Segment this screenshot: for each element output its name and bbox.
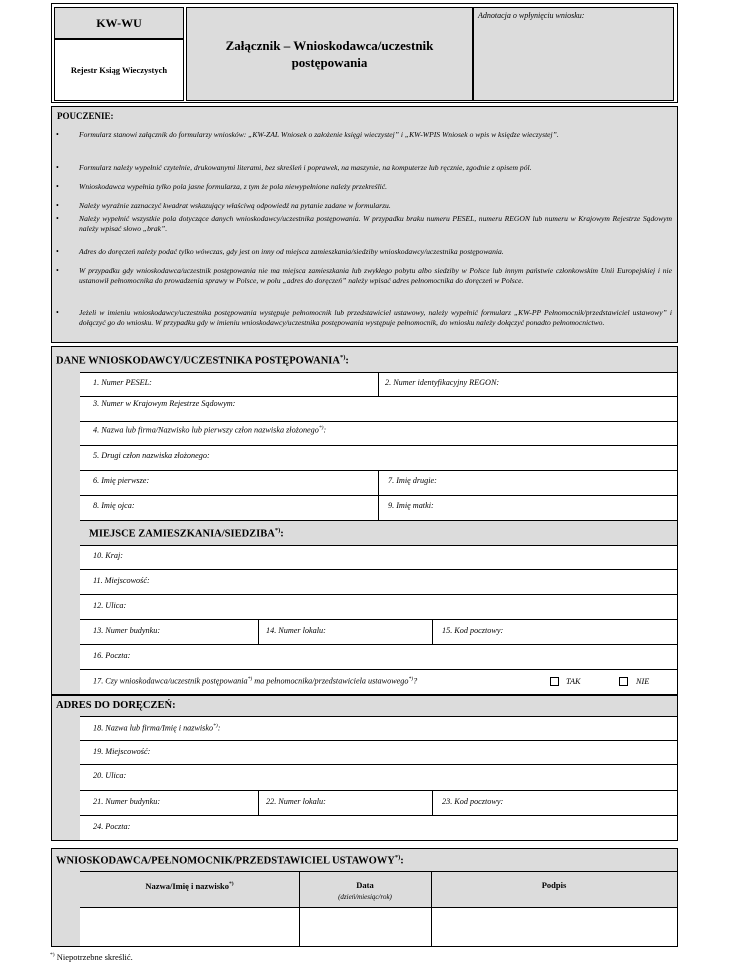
side-margin: [52, 347, 80, 694]
signature-section-title: WNIOSKODAWCA/PEŁNOMOCNIK/PRZEDSTAWICIEL USTAWOWY*):: [56, 854, 404, 867]
instruction-item: • Formularz należy wypełnić czytelnie, drukowanymi literami, bez skreśleń i poprawek, na maszynie, na komputerze lub ręcznie, zgodnie z opisem pól.: [56, 163, 532, 172]
delivery-street-field[interactable]: 20. Ulica:: [93, 771, 127, 780]
no-checkbox[interactable]: [619, 677, 628, 686]
bullet-icon: •: [56, 214, 59, 223]
apartment-number-field[interactable]: 14. Numer lokalu:: [266, 626, 326, 635]
second-surname-field[interactable]: 5. Drugi człon nazwiska złożonego:: [93, 451, 210, 460]
delivery-building-field[interactable]: 21. Numer budynku:: [93, 797, 161, 806]
bullet-icon: •: [56, 266, 59, 275]
instruction-item: • Adres do doręczeń należy podać tylko wówczas, gdy jest on inny od miejsca zamieszkania/siedziby wnioskodawcy/uczestnika postępowania.: [56, 247, 504, 256]
second-name-field[interactable]: 7. Imię drugie:: [388, 476, 437, 485]
pesel-field[interactable]: 1. Numer PESEL:: [93, 378, 152, 387]
delivery-name-field[interactable]: 18. Nazwa lub firma/Imię i nazwisko*):: [93, 723, 221, 733]
signer-name-input[interactable]: [81, 908, 298, 945]
date-format-hint: (dzień/miesiąc/rok): [338, 893, 392, 901]
form-header: [51, 3, 678, 103]
delivery-section: [51, 695, 678, 841]
no-label: NIE: [636, 677, 650, 686]
form-code: KW-WU: [54, 7, 184, 39]
delivery-post-office-field[interactable]: 24. Poczta:: [93, 822, 131, 831]
signature-column-header: Podpis: [541, 880, 567, 890]
yes-label: TAK: [566, 677, 581, 686]
instruction-item: • Należy wypełnić wszystkie pola dotyczące danych wnioskodawcy/uczestnika postępowania. W przypadku braku numeru PESEL, numeru REGON lub numeru w Krajowym Rejestrze Sądowym należy wpisać słowo „brak”.: [56, 214, 672, 233]
delivery-section-title: ADRES DO DORĘCZEŃ:: [56, 700, 176, 711]
yes-checkbox[interactable]: [550, 677, 559, 686]
bullet-icon: •: [56, 163, 59, 172]
bullet-icon: •: [56, 130, 59, 139]
first-name-field[interactable]: 6. Imię pierwsze:: [93, 476, 150, 485]
bullet-icon: •: [56, 182, 59, 191]
side-margin: [52, 696, 80, 840]
bullet-icon: •: [56, 247, 59, 256]
city-field[interactable]: 11. Miejscowość:: [93, 576, 150, 585]
instruction-item: • W przypadku gdy wnioskodawca/uczestnik postępowania nie ma miejsca zamieszkania lub zwykłego pobytu albo siedziby w Polsce lub innym państwie członkowskim Unii Europejskiej i nie ustanowił pełnomocnika do prowadzenia sprawy w Polsce, w polu „adres do doręczeń” należy wpisać adres pełnomocnika do doręczeń w Polsce.: [56, 266, 672, 285]
registry-name: Rejestr Ksiąg Wieczystych: [54, 39, 184, 101]
street-field[interactable]: 12. Ulica:: [93, 601, 127, 610]
form-title: Załącznik – Wnioskodawca/uczestnik postępowania: [186, 7, 473, 101]
country-field[interactable]: 10. Kraj:: [93, 551, 124, 560]
representative-question: 17. Czy wnioskodawca/uczestnik postępowania*) ma pełnomocnika/przedstawiciela ustawowego*)?: [93, 676, 418, 686]
signature-section: [51, 848, 678, 947]
annotation-label: Adnotacja o wpłynięciu wniosku:: [478, 11, 585, 20]
bullet-icon: •: [56, 308, 59, 317]
residence-title: MIEJSCE ZAMIESZKANIA/SIEDZIBA*):: [89, 527, 284, 540]
father-name-field[interactable]: 8. Imię ojca:: [93, 501, 135, 510]
instruction-item: • Wnioskodawca wypełnia tylko pola jasne formularza, z tym że pola niewypełnione należy przekreślić.: [56, 182, 388, 191]
applicant-section-title: DANE WNIOSKODAWCY/UCZESTNIKA POSTĘPOWANIA*):: [56, 354, 349, 367]
instruction-item: • Formularz stanowi załącznik do formularzy wniosków: „KW-ZAL Wniosek o założenie księgi wieczystej” i „KW-WPIS Wniosek o wpis w księdze wieczystej”.: [56, 130, 559, 139]
regon-field[interactable]: 2. Numer identyfikacyjny REGON:: [385, 378, 500, 387]
post-office-field[interactable]: 16. Poczta:: [93, 651, 131, 660]
building-number-field[interactable]: 13. Numer budynku:: [93, 626, 161, 635]
date-column-header: Data: [356, 880, 374, 890]
mother-name-field[interactable]: 9. Imię matki:: [388, 501, 434, 510]
delivery-city-field[interactable]: 19. Miejscowość:: [93, 747, 151, 756]
annotation-field[interactable]: [473, 7, 674, 101]
signature-input[interactable]: [432, 908, 676, 945]
delivery-postal-code-field[interactable]: 23. Kod pocztowy:: [442, 797, 504, 806]
footnote: *) Niepotrzebne skreślić.: [50, 952, 133, 962]
instructions-box: [51, 106, 678, 343]
instructions-title: POUCZENIE:: [57, 111, 114, 121]
signature-date-input[interactable]: [300, 908, 430, 945]
instruction-item: • Należy wyraźnie zaznaczyć kwadrat wskazujący właściwą odpowiedź na pytanie zadane w formularzu.: [56, 201, 391, 210]
postal-code-field[interactable]: 15. Kod pocztowy:: [442, 626, 504, 635]
bullet-icon: •: [56, 201, 59, 210]
krs-field[interactable]: 3. Numer w Krajowym Rejestrze Sądowym:: [93, 399, 236, 408]
name-column-header: Nazwa/Imię i nazwisko*): [145, 881, 234, 891]
delivery-apartment-field[interactable]: 22. Numer lokalu:: [266, 797, 326, 806]
name-field[interactable]: 4. Nazwa lub firma/Nazwisko lub pierwszy człon nazwiska złożonego*):: [93, 425, 327, 435]
instruction-item: • Jeżeli w imieniu wnioskodawcy/uczestnika postępowania występuje pełnomocnik lub przedstawiciel ustawowy, należy wypełnić formularz „KW-PP Pełnomocnik/przedstawiciel ustawowy” i dołączyć go do wniosku. W przypadku gdy w imieniu wnioskodawcy/uczestnika postępowania występuje pełnomocnik, do wniosku należy dołączyć ponadto pełnomocnictwo.: [56, 308, 672, 327]
applicant-section: [51, 346, 678, 695]
